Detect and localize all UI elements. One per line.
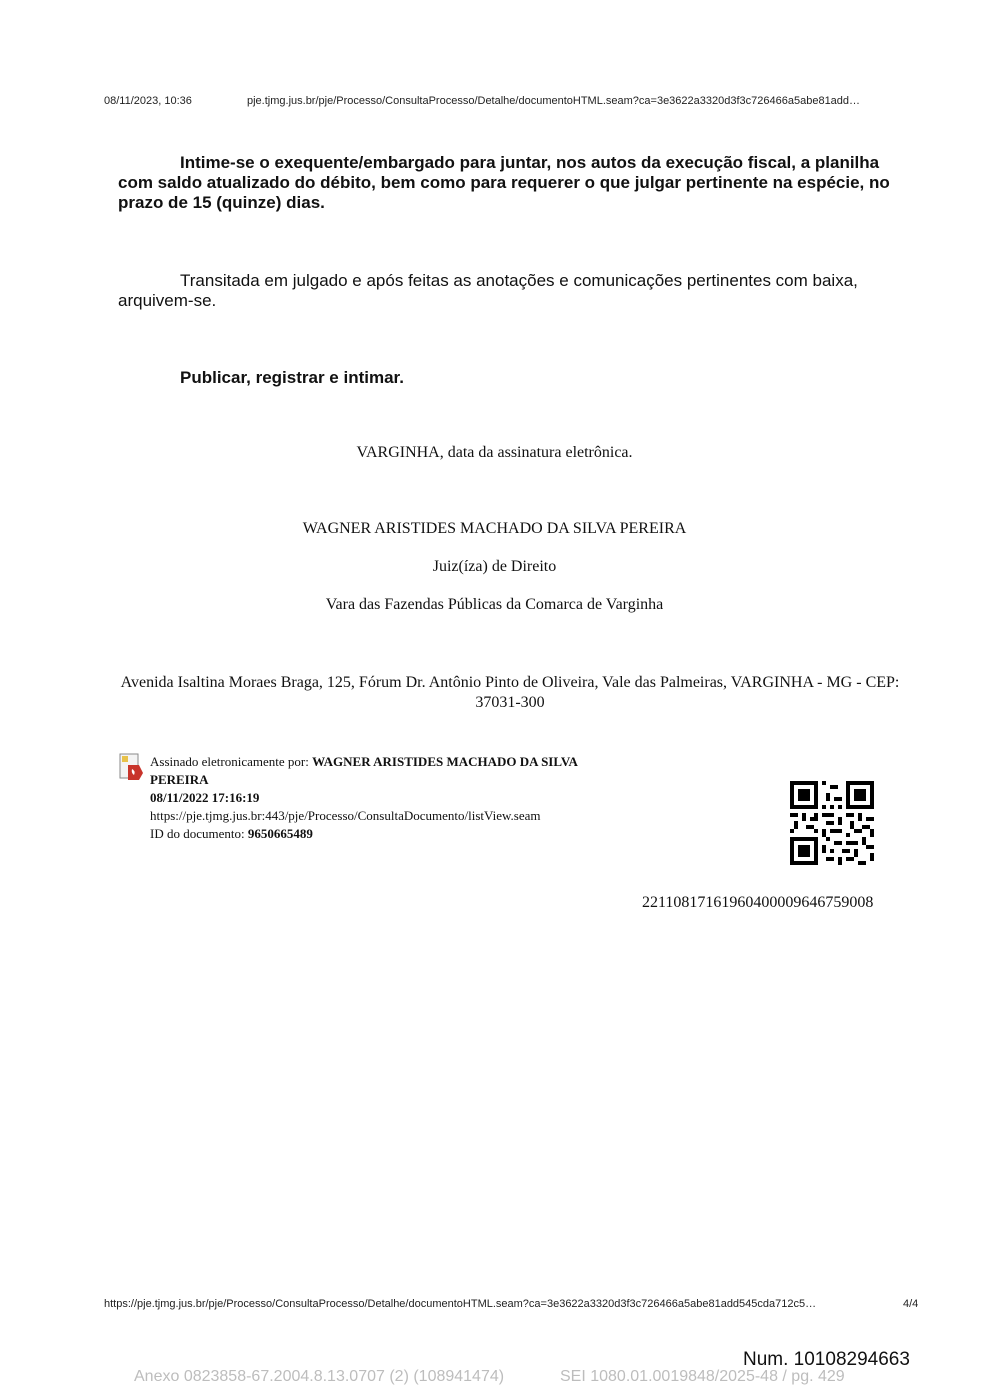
qr-code-icon <box>790 781 874 865</box>
document-id: 9650665489 <box>247 826 313 841</box>
signed-by-label: Assinado eletronicamente por: <box>150 754 309 769</box>
page-number: 4/4 <box>903 1298 919 1310</box>
paragraph-publicar: Publicar, registrar e intimar. <box>180 368 404 387</box>
document-id-label: ID do documento: <box>150 826 245 841</box>
document-num: Num. 10108294663 <box>743 1349 910 1370</box>
signer-name: WAGNER ARISTIDES MACHADO DA SILVA PEREIRA <box>150 754 578 787</box>
signed-datetime: 08/11/2022 17:16:19 <box>150 790 260 805</box>
barcode-number: 22110817161960400009646759008 <box>642 894 874 911</box>
sei-label: SEI 1080.01.0019848/2025-48 / pg. 429 <box>560 1368 845 1385</box>
place-date: VARGINHA, data da assinatura eletrônica. <box>356 444 633 461</box>
footer-url: https://pje.tjmg.jus.br/pje/Processo/ConsultaProcesso/Detalhe/documentoHTML.seam?ca=3e3622a3320d3f3c726466a5abe81add545cda712c5… <box>104 1298 817 1310</box>
signed-by-line <box>150 753 610 789</box>
paragraph-transitada: Transitada em julgado e após feitas as anotações e comunicações pertinentes com baixa, arquivem-se. <box>118 271 858 310</box>
print-url: pje.tjmg.jus.br/pje/Processo/ConsultaProcesso/Detalhe/documentoHTML.seam?ca=3e3622a3320d3f3c726466a5abe81add… <box>247 95 861 107</box>
court-name: Vara das Fazendas Públicas da Comarca de Varginha <box>325 596 664 613</box>
print-datetime: 08/11/2023, 10:36 <box>104 95 192 107</box>
judge-name: WAGNER ARISTIDES MACHADO DA SILVA PEREIRA <box>302 520 687 537</box>
judge-title: Juiz(íza) de Direito <box>432 558 557 575</box>
court-address: Avenida Isaltina Moraes Braga, 125, Fórum Dr. Antônio Pinto de Oliveira, Vale das Palmeiras, VARGINHA - MG - CEP: 37031-300 <box>120 674 900 711</box>
signature-block <box>150 753 610 843</box>
paragraph-intime: Intime-se o exequente/embargado para juntar, nos autos da execução fiscal, a planilha com saldo atualizado do débito, bem como para requerer o que julgar pertinente na espécie, no prazo de 15 (quinze) dias. <box>118 153 890 212</box>
verify-url[interactable]: https://pje.tjmg.jus.br:443/pje/Processo/ConsultaDocumento/listView.seam <box>150 808 541 823</box>
annex-label: Anexo 0823858-67.2004.8.13.0707 (2) (108941474) <box>134 1368 505 1385</box>
document-id-line <box>150 825 610 843</box>
pdf-signature-icon <box>119 753 145 781</box>
